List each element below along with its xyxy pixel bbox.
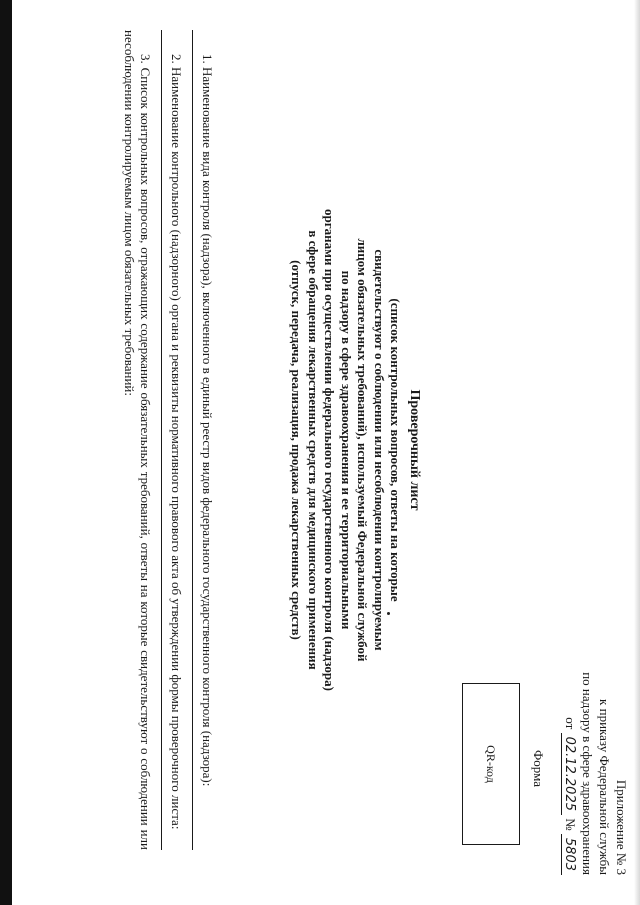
item-3-text: 3. Список контрольных вопросов, отражающих содержание обязательных требований, ответы на которые свидетельствуют о соблюдении или несоблюдении контролируемым лицом обязательных требований:	[122, 30, 153, 850]
title-line: в сфере обращения лекарственных средств для медицинского применения	[306, 230, 321, 670]
order-date: 02.12.2025	[561, 733, 577, 815]
item-1-text: 1. Наименование вида контроля (надзора), включенного в единый реестр видов федерального государственного контроля (надзора):	[200, 54, 215, 787]
item-1-fill-line	[192, 30, 193, 850]
qr-code-box	[462, 683, 520, 845]
from-label: от	[563, 717, 578, 730]
number-label: №	[563, 818, 578, 831]
item-2-fill-line	[161, 30, 162, 850]
title-line: (отпуск, передача, реализация, продажа лекарственных средств)	[289, 260, 305, 640]
title-line: по надзору в сфере здравоохранения и ее территориальными	[339, 270, 354, 630]
item-2-text: 2. Наименование контрольного (надзорного) органа и реквизиты нормативного правового акта об утверждении формы проверочного листа:	[169, 54, 184, 830]
title-line: лицом обязательных требований), используемый Федеральной службой	[355, 238, 371, 662]
order-number: 5803	[561, 834, 577, 875]
document-title-block	[288, 100, 422, 800]
item-3	[121, 30, 153, 850]
form-label: Форма	[531, 750, 546, 787]
scan-speck	[387, 612, 390, 615]
appendix-date-line	[561, 575, 579, 875]
document-title: Проверочный лист	[407, 389, 422, 511]
form-items	[121, 30, 215, 850]
appendix-order-ref: к приказу Федеральной службы	[597, 699, 612, 875]
title-line: (список контрольных вопросов, ответы на которые	[388, 298, 404, 602]
qr-code-label: QR-код	[484, 745, 499, 783]
title-line: свидетельствуют о соблюдении или несоблюдении контролируемым	[372, 249, 387, 651]
item-1	[199, 30, 215, 850]
appendix-number: Приложение № 3	[614, 779, 629, 875]
item-2	[168, 30, 184, 850]
appendix-service: по надзору в сфере здравоохранения	[580, 672, 595, 875]
title-line: органами при осуществлении федерального государственного контроля (надзора)	[322, 209, 338, 691]
appendix-header	[561, 575, 630, 875]
